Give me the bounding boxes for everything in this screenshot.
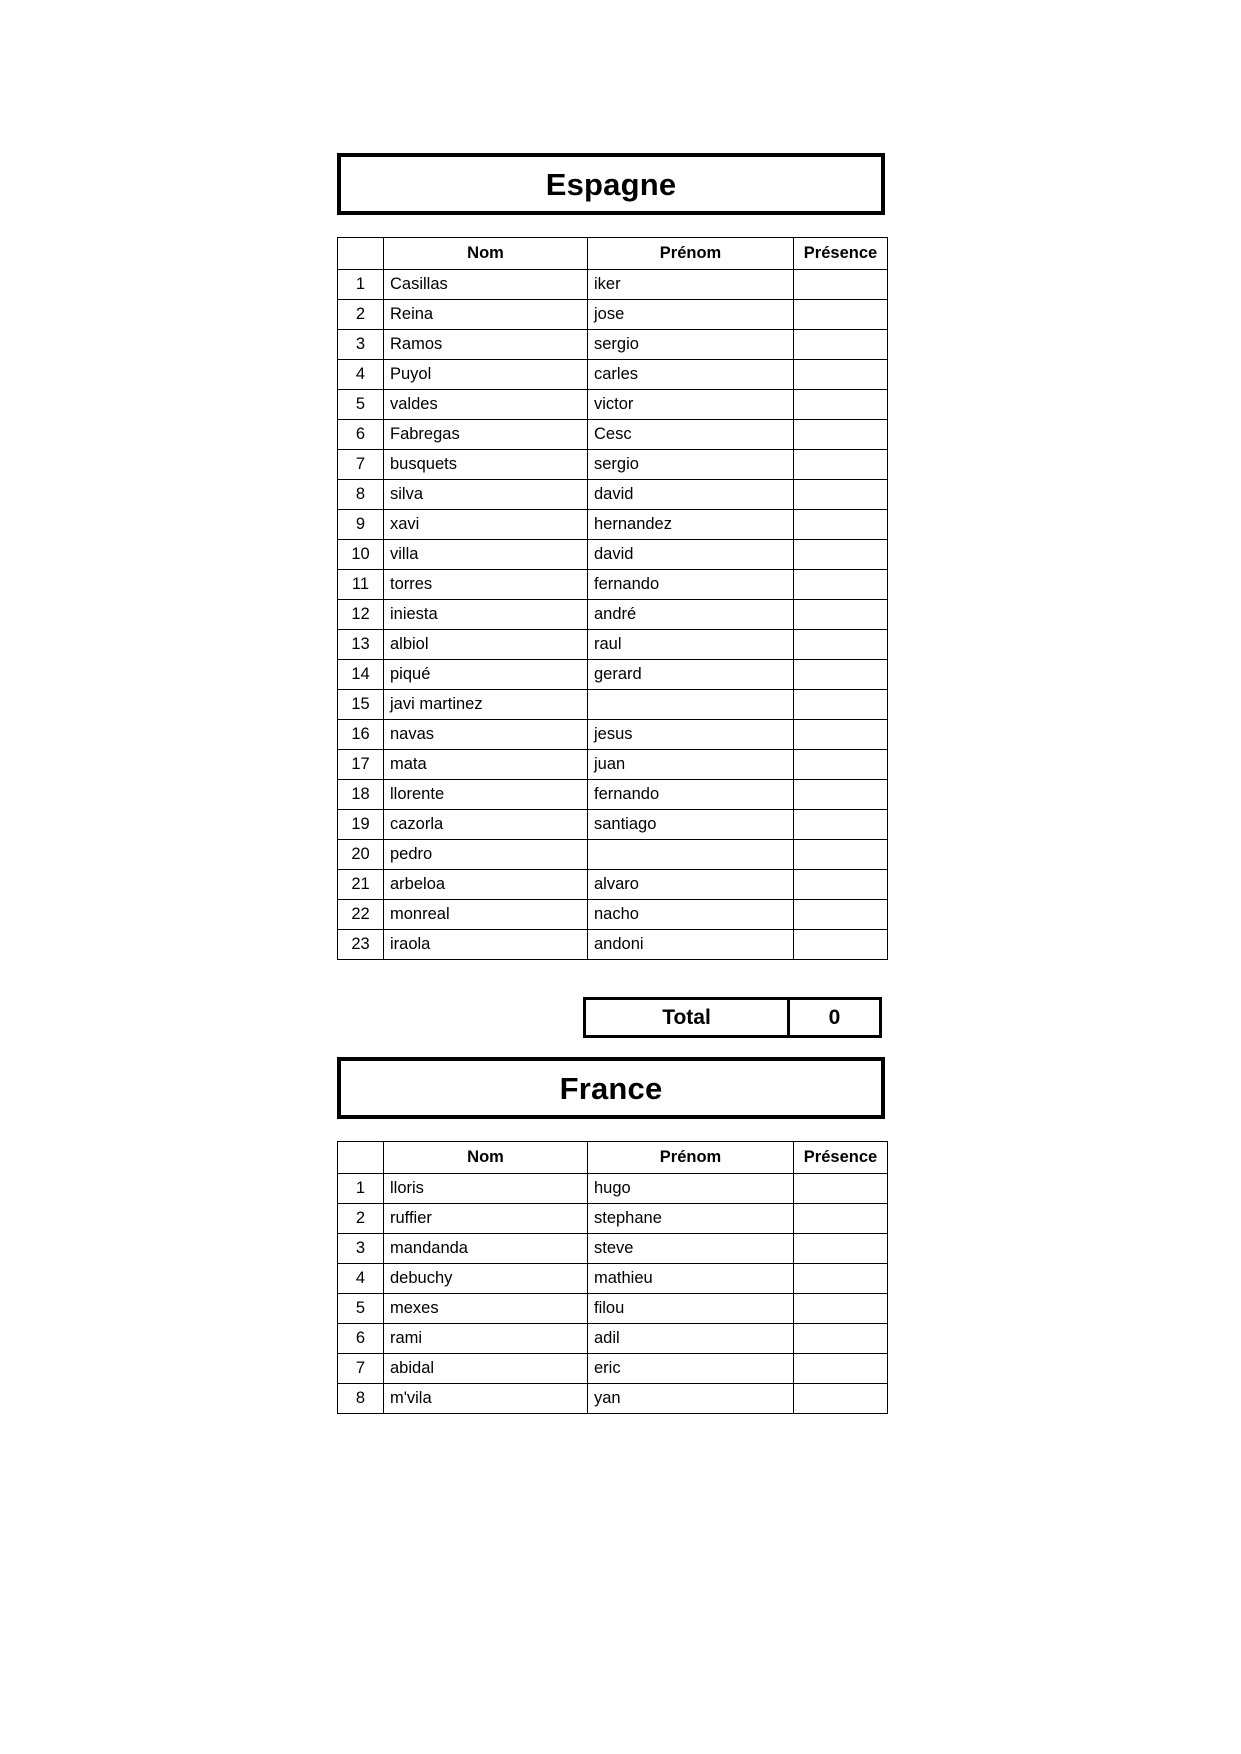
row-presence-cell[interactable] — [794, 510, 888, 540]
table-header-row — [338, 1142, 888, 1174]
row-presence-cell[interactable] — [794, 840, 888, 870]
table-row — [338, 420, 888, 450]
row-presence-cell[interactable] — [794, 1234, 888, 1264]
row-prenom: juan — [588, 750, 794, 780]
row-prenom: sergio — [588, 450, 794, 480]
table-row — [338, 810, 888, 840]
row-prenom: david — [588, 540, 794, 570]
row-number: 6 — [338, 1324, 384, 1354]
row-prenom: fernando — [588, 780, 794, 810]
row-prenom: andré — [588, 600, 794, 630]
row-presence-cell[interactable] — [794, 810, 888, 840]
row-nom: ruffier — [384, 1204, 588, 1234]
row-number: 14 — [338, 660, 384, 690]
row-nom: mexes — [384, 1294, 588, 1324]
row-number: 17 — [338, 750, 384, 780]
table-row — [338, 840, 888, 870]
table-row — [338, 510, 888, 540]
row-nom: mata — [384, 750, 588, 780]
row-nom: Ramos — [384, 330, 588, 360]
row-prenom: eric — [588, 1354, 794, 1384]
row-nom: piqué — [384, 660, 588, 690]
row-presence-cell[interactable] — [794, 1384, 888, 1414]
row-presence-cell[interactable] — [794, 750, 888, 780]
row-prenom: david — [588, 480, 794, 510]
row-prenom: filou — [588, 1294, 794, 1324]
table-row — [338, 870, 888, 900]
country-title: Espagne — [545, 166, 677, 202]
row-nom: javi martinez — [384, 690, 588, 720]
row-presence-cell[interactable] — [794, 390, 888, 420]
table-header-row — [338, 238, 888, 270]
table-row — [338, 570, 888, 600]
row-number: 1 — [338, 270, 384, 300]
row-number: 6 — [338, 420, 384, 450]
table-row — [338, 360, 888, 390]
row-presence-cell[interactable] — [794, 330, 888, 360]
table-row — [338, 270, 888, 300]
row-prenom — [588, 690, 794, 720]
row-prenom: mathieu — [588, 1264, 794, 1294]
table-row — [338, 390, 888, 420]
row-number: 11 — [338, 570, 384, 600]
total-row-espagne — [583, 997, 885, 1038]
row-prenom: iker — [588, 270, 794, 300]
row-presence-cell[interactable] — [794, 1264, 888, 1294]
column-header-prenom: Prénom — [588, 1142, 794, 1174]
roster-body-france — [338, 1174, 888, 1414]
row-number: 15 — [338, 690, 384, 720]
row-number: 5 — [338, 390, 384, 420]
table-row — [338, 300, 888, 330]
table-row — [338, 690, 888, 720]
column-header-nom: Nom — [384, 238, 588, 270]
row-nom: pedro — [384, 840, 588, 870]
row-nom: Casillas — [384, 270, 588, 300]
row-prenom: victor — [588, 390, 794, 420]
column-header-nom: Nom — [384, 1142, 588, 1174]
row-nom: Fabregas — [384, 420, 588, 450]
row-prenom: adil — [588, 1324, 794, 1354]
row-presence-cell[interactable] — [794, 690, 888, 720]
row-prenom: santiago — [588, 810, 794, 840]
country-banner-france — [337, 1057, 885, 1119]
row-number: 7 — [338, 1354, 384, 1384]
country-banner-espagne — [337, 153, 885, 215]
row-prenom: yan — [588, 1384, 794, 1414]
table-row — [338, 1234, 888, 1264]
row-number: 23 — [338, 930, 384, 960]
row-prenom: jose — [588, 300, 794, 330]
row-prenom: stephane — [588, 1204, 794, 1234]
row-presence-cell[interactable] — [794, 300, 888, 330]
row-number: 19 — [338, 810, 384, 840]
row-nom: navas — [384, 720, 588, 750]
column-header-number — [338, 238, 384, 270]
row-presence-cell[interactable] — [794, 570, 888, 600]
row-number: 16 — [338, 720, 384, 750]
row-presence-cell[interactable] — [794, 1294, 888, 1324]
row-nom: silva — [384, 480, 588, 510]
table-row — [338, 330, 888, 360]
row-nom: Puyol — [384, 360, 588, 390]
row-prenom: hernandez — [588, 510, 794, 540]
row-prenom — [588, 840, 794, 870]
row-prenom: andoni — [588, 930, 794, 960]
row-nom: cazorla — [384, 810, 588, 840]
row-nom: iraola — [384, 930, 588, 960]
row-number: 2 — [338, 300, 384, 330]
row-number: 2 — [338, 1204, 384, 1234]
row-presence-cell[interactable] — [794, 600, 888, 630]
row-prenom: hugo — [588, 1174, 794, 1204]
row-presence-cell[interactable] — [794, 450, 888, 480]
row-nom: rami — [384, 1324, 588, 1354]
table-row — [338, 480, 888, 510]
row-number: 3 — [338, 1234, 384, 1264]
table-row — [338, 1354, 888, 1384]
row-presence-cell[interactable] — [794, 360, 888, 390]
row-presence-cell[interactable] — [794, 660, 888, 690]
row-presence-cell[interactable] — [794, 720, 888, 750]
row-nom: xavi — [384, 510, 588, 540]
row-number: 1 — [338, 1174, 384, 1204]
table-row — [338, 780, 888, 810]
row-presence-cell[interactable] — [794, 930, 888, 960]
row-prenom: alvaro — [588, 870, 794, 900]
row-number: 13 — [338, 630, 384, 660]
row-number: 9 — [338, 510, 384, 540]
row-presence-cell[interactable] — [794, 870, 888, 900]
row-presence-cell[interactable] — [794, 480, 888, 510]
row-nom: arbeloa — [384, 870, 588, 900]
row-presence-cell[interactable] — [794, 1324, 888, 1354]
column-header-prenom: Prénom — [588, 238, 794, 270]
row-nom: lloris — [384, 1174, 588, 1204]
country-title: France — [559, 1070, 663, 1106]
row-prenom: sergio — [588, 330, 794, 360]
row-presence-cell[interactable] — [794, 540, 888, 570]
table-row — [338, 1174, 888, 1204]
row-presence-cell[interactable] — [794, 420, 888, 450]
row-nom: monreal — [384, 900, 588, 930]
table-row — [338, 930, 888, 960]
row-prenom: fernando — [588, 570, 794, 600]
row-nom: m'vila — [384, 1384, 588, 1414]
row-number: 18 — [338, 780, 384, 810]
row-nom: villa — [384, 540, 588, 570]
table-row — [338, 1294, 888, 1324]
table-row — [338, 600, 888, 630]
table-row — [338, 1324, 888, 1354]
row-number: 8 — [338, 1384, 384, 1414]
row-number: 21 — [338, 870, 384, 900]
table-row — [338, 720, 888, 750]
row-prenom: steve — [588, 1234, 794, 1264]
row-prenom: Cesc — [588, 420, 794, 450]
table-row — [338, 630, 888, 660]
row-presence-cell[interactable] — [794, 1354, 888, 1384]
row-number: 10 — [338, 540, 384, 570]
row-nom: abidal — [384, 1354, 588, 1384]
row-number: 4 — [338, 1264, 384, 1294]
row-nom: debuchy — [384, 1264, 588, 1294]
column-header-number — [338, 1142, 384, 1174]
roster-body-espagne — [338, 270, 888, 960]
row-number: 5 — [338, 1294, 384, 1324]
row-number: 3 — [338, 330, 384, 360]
table-row — [338, 750, 888, 780]
table-row — [338, 660, 888, 690]
row-prenom: jesus — [588, 720, 794, 750]
table-row — [338, 1384, 888, 1414]
total-value[interactable]: 0 — [787, 997, 882, 1038]
column-header-presence: Présence — [794, 1142, 888, 1174]
row-nom: iniesta — [384, 600, 588, 630]
row-nom: valdes — [384, 390, 588, 420]
row-number: 22 — [338, 900, 384, 930]
row-number: 8 — [338, 480, 384, 510]
row-nom: albiol — [384, 630, 588, 660]
row-prenom: carles — [588, 360, 794, 390]
row-nom: busquets — [384, 450, 588, 480]
row-number: 4 — [338, 360, 384, 390]
row-presence-cell[interactable] — [794, 1204, 888, 1234]
row-presence-cell[interactable] — [794, 780, 888, 810]
row-nom: torres — [384, 570, 588, 600]
table-row — [338, 540, 888, 570]
row-presence-cell[interactable] — [794, 900, 888, 930]
table-row — [338, 1204, 888, 1234]
row-prenom: nacho — [588, 900, 794, 930]
table-row — [338, 1264, 888, 1294]
row-number: 7 — [338, 450, 384, 480]
total-label: Total — [583, 997, 790, 1038]
row-prenom: raul — [588, 630, 794, 660]
roster-table-espagne — [337, 237, 888, 960]
row-nom: Reina — [384, 300, 588, 330]
row-nom: mandanda — [384, 1234, 588, 1264]
row-presence-cell[interactable] — [794, 270, 888, 300]
row-presence-cell[interactable] — [794, 1174, 888, 1204]
row-presence-cell[interactable] — [794, 630, 888, 660]
row-prenom: gerard — [588, 660, 794, 690]
column-header-presence: Présence — [794, 238, 888, 270]
row-nom: llorente — [384, 780, 588, 810]
roster-table-france — [337, 1141, 888, 1414]
table-row — [338, 900, 888, 930]
row-number: 20 — [338, 840, 384, 870]
table-row — [338, 450, 888, 480]
row-number: 12 — [338, 600, 384, 630]
